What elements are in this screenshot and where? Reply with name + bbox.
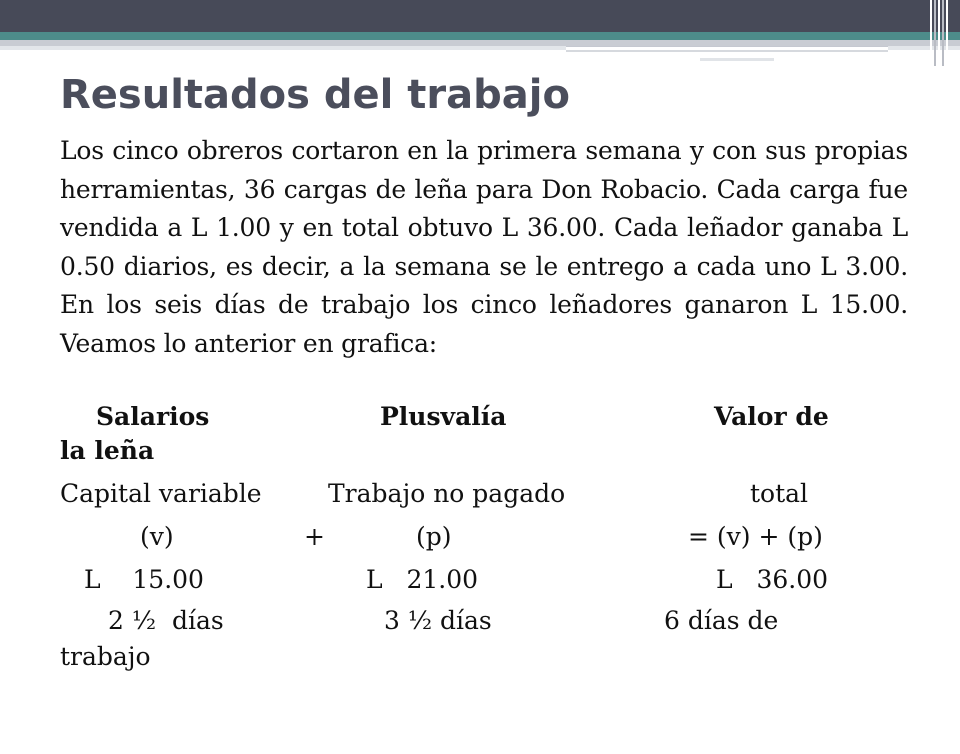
slide-title: Resultados del trabajo	[60, 72, 570, 118]
table-row-4-cont	[60, 638, 908, 678]
row2-v: (v)	[140, 522, 174, 551]
row2-p: (p)	[416, 522, 452, 551]
row3-total-amount: L 36.00	[716, 565, 829, 594]
row1-total: total	[750, 479, 809, 508]
header-tab-line-2	[700, 58, 774, 61]
row3-salarios-amount: L 15.00	[84, 565, 204, 594]
header-tab-line	[566, 50, 888, 52]
table-row-2	[60, 518, 908, 558]
row4-dias-total-line1: 6 días de	[664, 606, 779, 635]
row1-trabajo-no-pagado: Trabajo no pagado	[328, 479, 566, 508]
table-row-1	[60, 475, 908, 515]
row2-sum: = (v) + (p)	[688, 522, 823, 551]
corner-ornament	[930, 0, 952, 66]
table-header-row-cont	[60, 432, 908, 472]
row4-dias-total-line2: trabajo	[60, 642, 151, 671]
table-row-4	[60, 602, 908, 642]
body-paragraph: Los cinco obreros cortaron en la primera semana y con sus propias herramientas, 36 cargas de leña para Don Robacio. Cada carga fue vendida a L 1.00 y en total obtuvo L 36.00. Cada leñador ganaba L 0.50 diarios, es decir, a la semana se le entrego a cada uno L 3.00. En los seis días de trabajo los cinco leñadores ganaron L 15.00. Veamos lo anterior en grafica:	[60, 136, 908, 358]
accent-stripe	[0, 32, 960, 40]
top-bar	[0, 0, 960, 32]
row1-capital-variable: Capital variable	[60, 479, 262, 508]
row2-plus: +	[304, 522, 325, 551]
row4-dias-plusvalia: 3 ½ días	[384, 606, 492, 635]
header-plusvalia: Plusvalía	[380, 402, 507, 431]
header-tab	[566, 46, 888, 65]
table-row-3	[60, 561, 908, 601]
header-valor-line1: Valor de	[714, 402, 829, 431]
header-valor-line2: la leña	[60, 436, 155, 465]
row4-dias-salario: 2 ½ días	[108, 606, 224, 635]
header-salarios: Salarios	[96, 402, 210, 431]
row3-plusvalia-amount: L 21.00	[366, 565, 479, 594]
